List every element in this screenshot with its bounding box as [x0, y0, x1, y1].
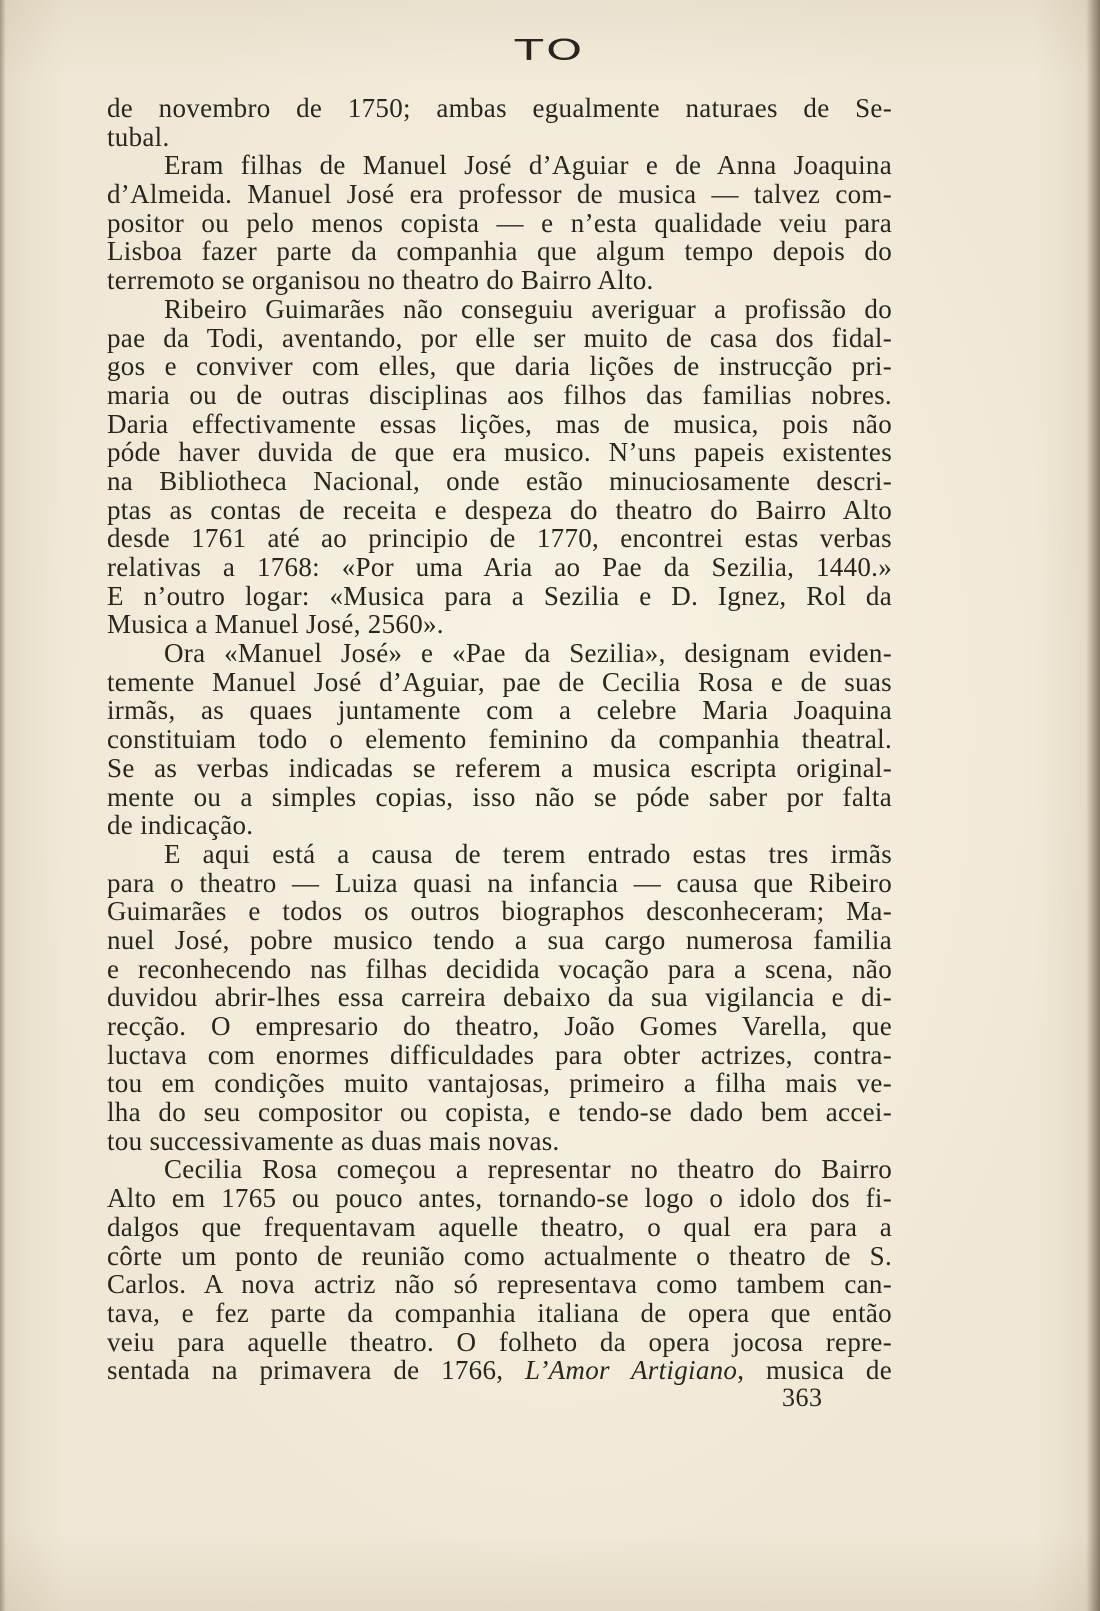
- text-line: relativas a 1768: «Por uma Aria ao Pae da Sezilia, 1440.»: [107, 552, 892, 582]
- text-line-final: [107, 1356, 892, 1385]
- text-line: Eram filhas de Manuel José d’Aguiar e de Anna Joaquina: [164, 150, 892, 181]
- text-line: Carlos. A nova actriz não só representava como tambem can-: [107, 1269, 892, 1300]
- text-line: luctava com enormes difficuldades para obter actrizes, contra-: [107, 1039, 892, 1070]
- text-line: E aqui está a causa de terem entrado estas tres irmãs: [164, 838, 892, 869]
- text-line: E n’outro logar: «Musica para a Sezilia e D. Ignez, Rol da: [107, 580, 892, 611]
- text-line: Cecilia Rosa começou a representar no theatro do Bairro: [164, 1154, 892, 1185]
- text-line: de indicação.: [107, 810, 254, 841]
- text-line: ptas as contas de receita e despeza do theatro do Bairro Alto: [107, 494, 892, 525]
- text-line: temente Manuel José d’Aguiar, pae de Cecilia Rosa e de suas: [107, 666, 892, 697]
- text-line: Guimarães e todos os outros biographos desconheceram; Ma-: [107, 896, 892, 927]
- text-fragment: , musica de: [737, 1355, 892, 1386]
- text-line: terremoto se organisou no theatro do Bairro Alto.: [107, 265, 654, 296]
- text-line: para o theatro — Luiza quasi na infancia — causa que Ribeiro: [107, 867, 892, 898]
- text-line: Ribeiro Guimarães não conseguiu averiguar a profissão do: [164, 293, 892, 324]
- page-right-edge: [1086, 0, 1100, 1611]
- text-line: e reconhecendo nas filhas decidida vocação para a scena, não: [107, 953, 892, 984]
- text-line: Se as verbas indicadas se referem a musica escripta original-: [107, 752, 892, 783]
- text-line: gos e conviver com elles, que daria lições de instrucção pri-: [107, 351, 892, 382]
- page-left-edge: [0, 0, 6, 1611]
- text-line: d’Almeida. Manuel José era professor de musica — talvez com-: [107, 179, 892, 210]
- text-line: desde 1761 até ao principio de 1770, encontrei estas verbas: [107, 523, 892, 554]
- text-line: na Bibliotheca Nacional, onde estão minuciosamente descri-: [107, 465, 892, 496]
- opera-title: L’Amor Artigiano: [525, 1355, 738, 1386]
- text-line: lha do seu compositor ou copista, e tendo-se dado bem accei-: [107, 1097, 892, 1128]
- text-line: pae da Todi, aventando, por elle ser muito de casa dos fidal-: [107, 322, 892, 353]
- text-line: recção. O empresario do theatro, João Gomes Varella, que: [107, 1011, 892, 1041]
- text-line: tava, e fez parte da companhia italiana de opera que então: [107, 1297, 892, 1328]
- text-line: constituiam todo o elemento feminino da companhia theatral.: [107, 724, 892, 755]
- text-line: maria ou de outras disciplinas aos filhos das familias nobres.: [107, 379, 892, 410]
- text-line: Musica a Manuel José, 2560».: [107, 609, 444, 640]
- text-line: Ora «Manuel José» e «Pae da Sezilia», designam eviden-: [164, 638, 892, 669]
- text-line: de novembro de 1750; ambas egualmente naturaes de Se-: [107, 93, 892, 123]
- text-line: Lisboa fazer parte da companhia que algum tempo depois do: [107, 236, 892, 267]
- body-text: [107, 94, 892, 1385]
- text-line: mente ou a simples copias, isso não se póde saber por falta: [107, 781, 892, 812]
- text-line: tou successivamente as duas mais novas.: [107, 1125, 560, 1156]
- text-fragment: sentada na primavera de 1766,: [107, 1355, 526, 1386]
- text-line: póde haver duvida de que era musico. N’uns papeis existentes: [107, 437, 892, 468]
- text-line: tou em condições muito vantajosas, primeiro a filha mais ve-: [107, 1068, 892, 1099]
- text-line: nuel José, pobre musico tendo a sua cargo numerosa familia: [107, 924, 892, 955]
- text-line: tubal.: [107, 121, 170, 152]
- text-line: Alto em 1765 ou pouco antes, tornando-se logo o idolo dos fi-: [107, 1183, 892, 1214]
- text-line: veiu para aquelle theatro. O folheto da opera jocosa repre-: [107, 1326, 892, 1357]
- text-line: Daria effectivamente essas lições, mas de musica, pois não: [107, 408, 892, 439]
- page-number: 363: [782, 1383, 823, 1412]
- text-line: dalgos que frequentavam aquelle theatro, o qual era para a: [107, 1211, 892, 1242]
- text-line: positor ou pelo menos copista — e n’esta qualidade veiu para: [107, 207, 892, 238]
- text-line: irmãs, as quaes juntamente com a celebre Maria Joaquina: [107, 695, 892, 726]
- text-line: côrte um ponto de reunião como actualmente o theatro de S.: [107, 1240, 892, 1271]
- running-head: TO: [514, 33, 586, 67]
- text-line: duvidou abrir-lhes essa carreira debaixo da sua vigilancia e di-: [107, 982, 892, 1013]
